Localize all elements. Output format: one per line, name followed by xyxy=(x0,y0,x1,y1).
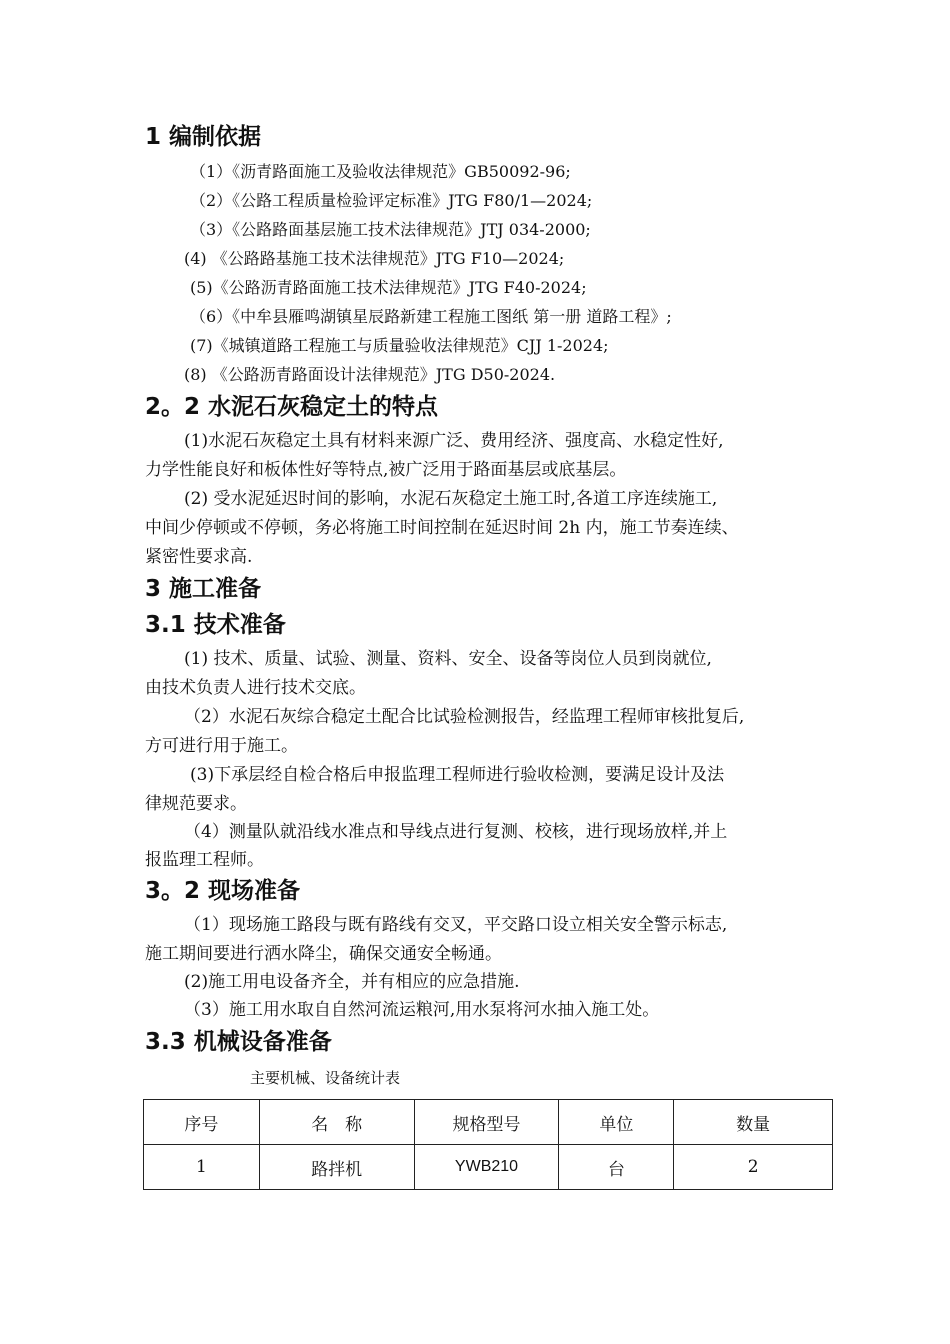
section-2-2-heading: 2。2 水泥石灰稳定土的特点 xyxy=(145,394,439,420)
paragraph-line: （3）施工用水取自自然河流运粮河,用水泵将河水抽入施工处。 xyxy=(184,1000,660,1020)
paragraph-line: 中间少停顿或不停顿，务必将施工时间控制在延迟时间 2h 内，施工节奏连续、 xyxy=(145,518,739,538)
reference-item: (7)《城镇道路工程施工与质量验收法律规范》CJJ 1-2024; xyxy=(190,336,609,355)
section-3-2-heading: 3。2 现场准备 xyxy=(145,878,301,904)
cell-unit: 台 xyxy=(559,1145,674,1190)
section-3-heading: 3 施工准备 xyxy=(145,576,262,602)
reference-item: (4) 《公路路基施工技术法律规范》JTG F10—2024; xyxy=(184,249,565,268)
reference-item: (5)《公路沥青路面施工技术法律规范》JTG F40-2024; xyxy=(190,278,587,297)
equipment-table xyxy=(143,1099,833,1190)
header-quantity: 数量 xyxy=(674,1100,833,1145)
table-caption: 主要机械、设备统计表 xyxy=(250,1069,401,1087)
paragraph-line: （2）水泥石灰综合稳定土配合比试验检测报告，经监理工程师审核批复后, xyxy=(184,707,745,727)
reference-item: （1）《沥青路面施工及验收法律规范》GB50092-96; xyxy=(190,162,571,181)
paragraph-line: 报监理工程师。 xyxy=(145,850,264,870)
cell-serial: 1 xyxy=(144,1145,260,1190)
paragraph-line: 由技术负责人进行技术交底。 xyxy=(145,678,366,698)
header-name: 名 称 xyxy=(259,1100,414,1145)
paragraph-line: 律规范要求。 xyxy=(145,794,247,814)
paragraph-line: (1) 技术、质量、试验、测量、资料、安全、设备等岗位人员到岗就位, xyxy=(184,649,712,669)
section-3-1-heading: 3.1 技术准备 xyxy=(145,612,286,638)
section-1-heading: 1 编制依据 xyxy=(145,124,262,150)
table-header-row xyxy=(144,1100,833,1145)
paragraph-line: （1）现场施工路段与既有路线有交叉，平交路口设立相关安全警示标志, xyxy=(184,915,728,935)
section-3-3-heading: 3.3 机械设备准备 xyxy=(145,1029,332,1055)
reference-item: （6）《中牟县雁鸣湖镇星辰路新建工程施工图纸 第一册 道路工程》; xyxy=(190,307,672,326)
paragraph-line: (3)下承层经自检合格后申报监理工程师进行验收检测，要满足设计及法 xyxy=(190,765,725,785)
cell-quantity: 2 xyxy=(674,1145,833,1190)
paragraph-line: 施工期间要进行洒水降尘，确保交通安全畅通。 xyxy=(145,944,502,964)
paragraph-line: (1)水泥石灰稳定土具有材料来源广泛、费用经济、强度高、水稳定性好, xyxy=(184,431,724,451)
header-unit: 单位 xyxy=(559,1100,674,1145)
header-serial: 序号 xyxy=(144,1100,260,1145)
paragraph-line: (2) 受水泥延迟时间的影响，水泥石灰稳定土施工时,各道工序连续施工, xyxy=(184,489,718,509)
header-model: 规格型号 xyxy=(414,1100,559,1145)
reference-item: (8) 《公路沥青路面设计法律规范》JTG D50-2024. xyxy=(184,365,556,384)
table-row xyxy=(144,1145,833,1190)
paragraph-line: 力学性能良好和板体性好等特点,被广泛用于路面基层或底基层。 xyxy=(145,460,627,480)
reference-item: （2）《公路工程质量检验评定标准》JTG F80/1—2024; xyxy=(190,191,593,210)
paragraph-line: 紧密性要求高. xyxy=(145,547,253,567)
reference-item: （3）《公路路面基层施工技术法律规范》JTJ 034-2000; xyxy=(190,220,591,239)
paragraph-line: （4）测量队就沿线水准点和导线点进行复测、校核，进行现场放样,并上 xyxy=(184,822,728,842)
paragraph-line: (2)施工用电设备齐全，并有相应的应急措施. xyxy=(184,972,520,992)
cell-name: 路拌机 xyxy=(259,1145,414,1190)
cell-model: YWB210 xyxy=(414,1145,559,1190)
paragraph-line: 方可进行用于施工。 xyxy=(145,736,298,756)
